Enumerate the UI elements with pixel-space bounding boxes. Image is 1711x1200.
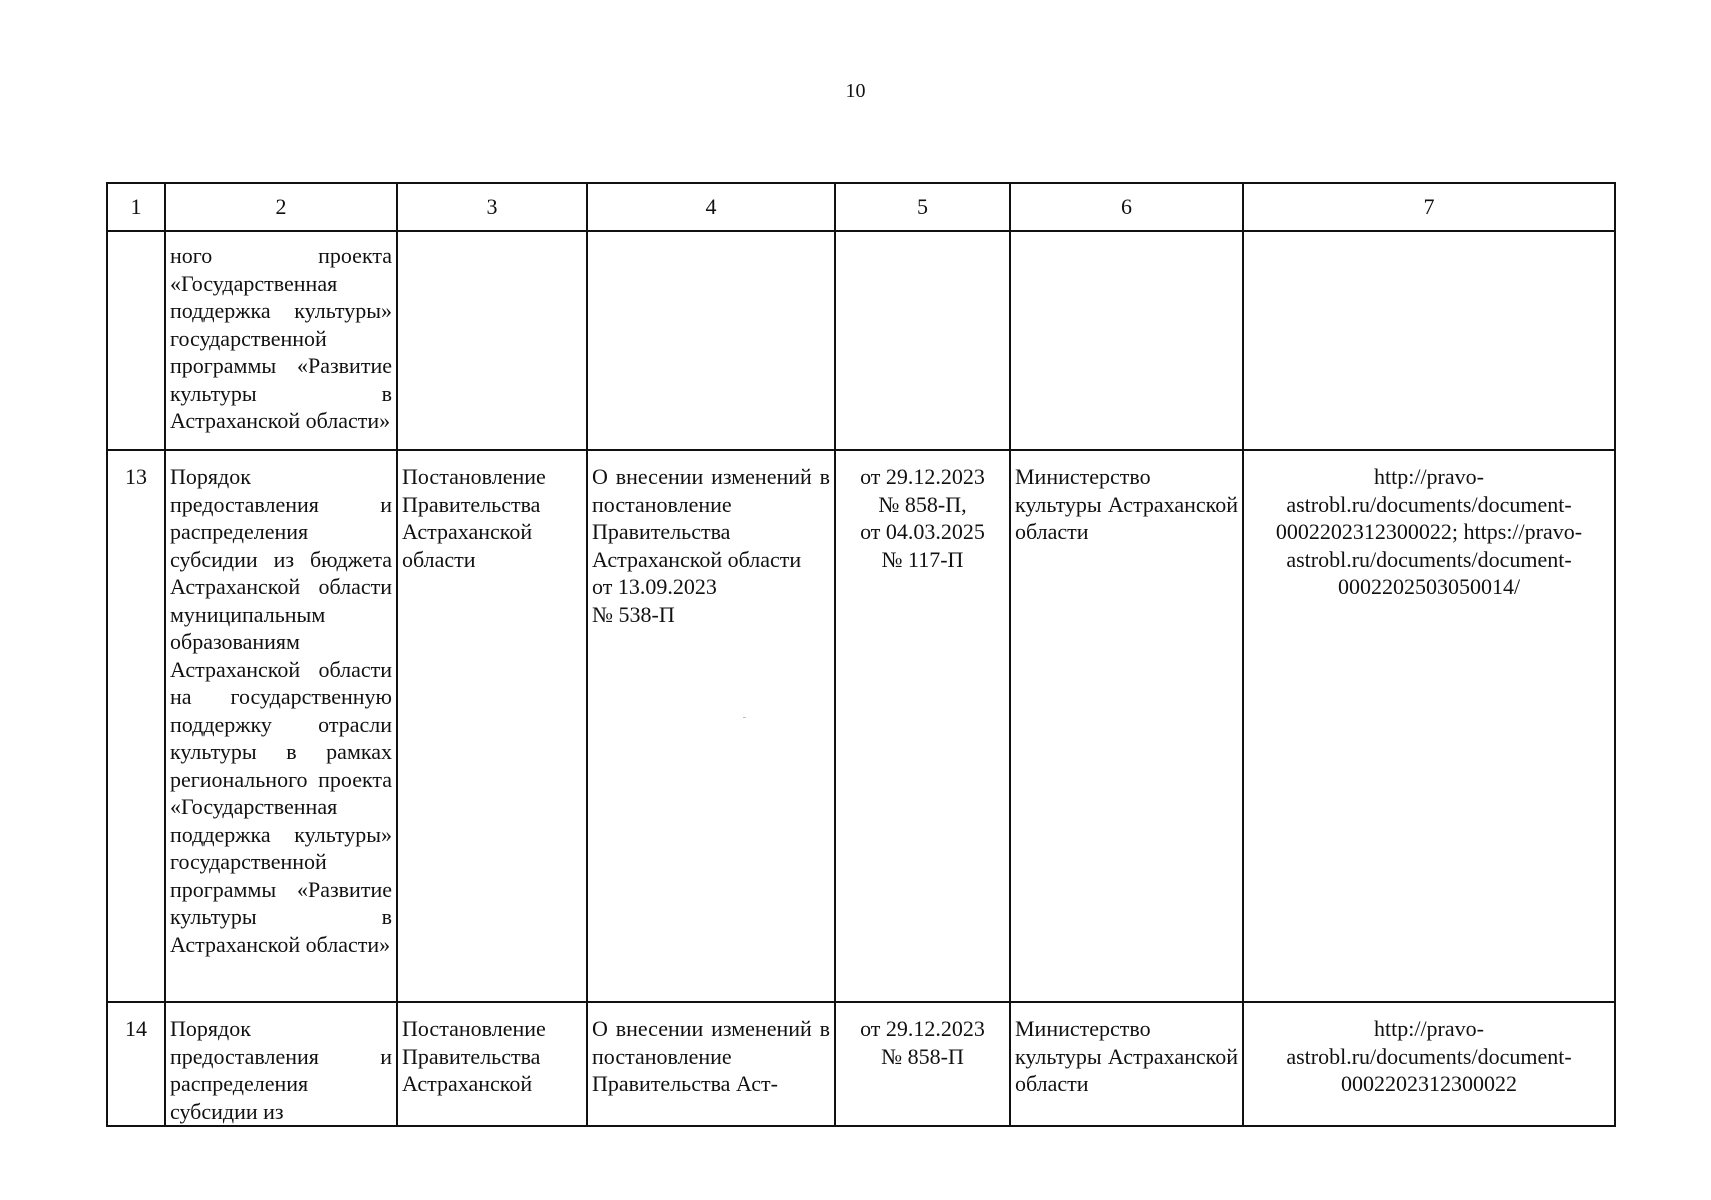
row-number: 14	[107, 1002, 165, 1126]
row-number: 13	[107, 450, 165, 1002]
authority-cell: Министерство культуры Астраханской области	[1010, 1002, 1243, 1126]
doc-type-cell: Постановление Правительства Астраханской	[397, 1002, 587, 1126]
link-cell: http://pravo-astrobl.ru/documents/document-0002202312300022; https://pravo-astrobl.ru/documents/document-0002202503050014/	[1243, 450, 1615, 1002]
act-name-cell: Порядок предоставления и распределения субсидии из бюджета Астраханской области муниципальным образованиям Астраханской области на государственную поддержку отрасли культуры в рамках регионального проекта «Государственная поддержка культуры» государственной программы «Развитие культуры в Астраханской области»	[165, 450, 397, 1002]
table-row	[107, 450, 1615, 1002]
column-header-6: 6	[1010, 183, 1243, 231]
doc-title-cell	[587, 231, 835, 450]
act-name-cell: Порядок предоставления и распределения субсидии из	[165, 1002, 397, 1126]
date-number-cell	[835, 231, 1010, 450]
doc-title-cell: О внесении изменений в постановление Правительства Аст-	[587, 1002, 835, 1126]
column-header-3: 3	[397, 183, 587, 231]
row-number	[107, 231, 165, 450]
column-header-2: 2	[165, 183, 397, 231]
column-header-7: 7	[1243, 183, 1615, 231]
date-number-cell: от 29.12.2023 № 858-П, от 04.03.2025 № 117-П	[835, 450, 1010, 1002]
doc-type-cell: Постановление Правительства Астраханской области	[397, 450, 587, 1002]
column-header-1: 1	[107, 183, 165, 231]
link-cell	[1243, 231, 1615, 450]
table-row-continuation	[107, 231, 1615, 450]
date-number-cell: от 29.12.2023 № 858-П	[835, 1002, 1010, 1126]
column-header-4: 4	[587, 183, 835, 231]
link-cell: http://pravo-astrobl.ru/documents/document-0002202312300022	[1243, 1002, 1615, 1126]
page-number: 10	[845, 80, 866, 102]
scan-speck	[743, 717, 746, 718]
act-name-cell: ного проекта «Государственная поддержка культуры» государственной программы «Развитие культуры в Астраханской области»	[165, 231, 397, 450]
table-header-row	[107, 183, 1615, 231]
doc-title-cell: О внесении изменений в постановление Правительства Астраханской области от 13.09.2023 № 538-П	[587, 450, 835, 1002]
column-header-5: 5	[835, 183, 1010, 231]
authority-cell	[1010, 231, 1243, 450]
authority-cell: Министерство культуры Астраханской области	[1010, 450, 1243, 1002]
table-row	[107, 1002, 1615, 1126]
doc-type-cell	[397, 231, 587, 450]
legal-acts-table	[106, 182, 1616, 1127]
